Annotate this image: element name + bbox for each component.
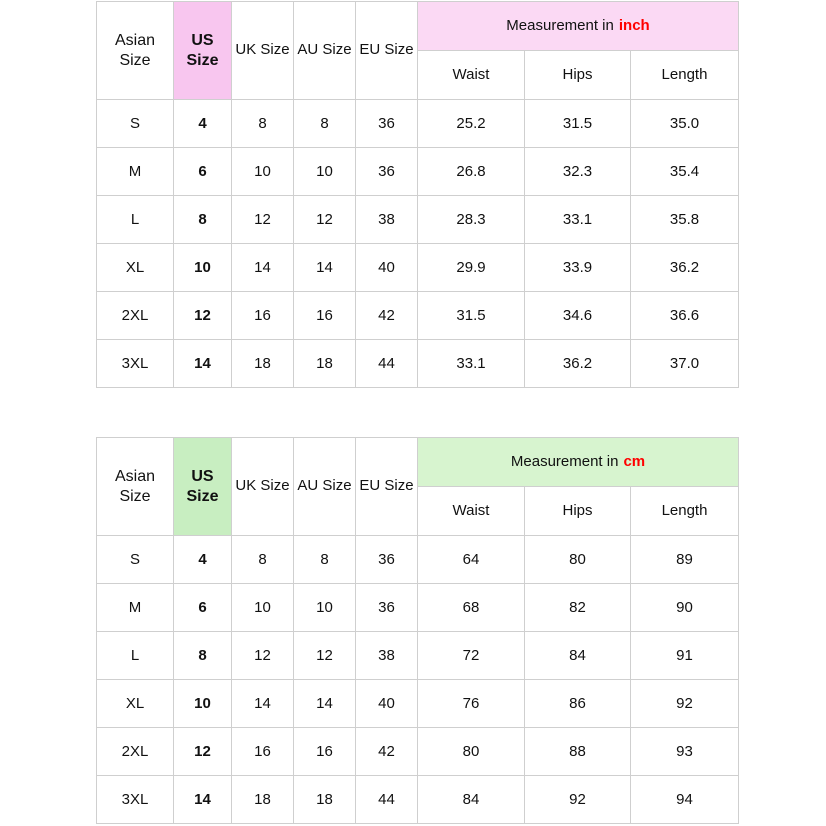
cell-length: 93	[631, 728, 739, 776]
cell-uk-size: 14	[232, 244, 294, 292]
cell-hips: 33.1	[525, 196, 631, 244]
cell-waist: 29.9	[418, 244, 525, 292]
header-au-size: AU Size	[294, 2, 356, 100]
cell-us-size: 8	[174, 196, 232, 244]
cell-waist: 68	[418, 584, 525, 632]
cell-waist: 28.3	[418, 196, 525, 244]
measurement-label: Measurement in	[510, 452, 619, 470]
cell-waist: 25.2	[418, 100, 525, 148]
cell-waist: 33.1	[418, 340, 525, 388]
cell-length: 35.8	[631, 196, 739, 244]
cell-eu-size: 38	[356, 632, 418, 680]
cell-uk-size: 8	[232, 536, 294, 584]
table-row	[97, 292, 739, 340]
cell-length: 94	[631, 776, 739, 824]
cell-au-size: 12	[294, 196, 356, 244]
cell-waist: 72	[418, 632, 525, 680]
cell-us-size: 4	[174, 100, 232, 148]
cell-eu-size: 40	[356, 244, 418, 292]
cell-au-size: 14	[294, 244, 356, 292]
cell-uk-size: 16	[232, 728, 294, 776]
header-waist: Waist	[418, 487, 525, 536]
size-chart-cm	[96, 437, 739, 824]
table-row	[97, 244, 739, 292]
header-uk-size: UK Size	[232, 2, 294, 100]
measurement-header-cm	[418, 438, 739, 487]
table-row	[97, 536, 739, 584]
cell-au-size: 10	[294, 148, 356, 196]
cell-us-size: 8	[174, 632, 232, 680]
header-asian-size: Asian Size	[97, 2, 174, 100]
header-row-top	[97, 2, 739, 51]
header-eu-size: EU Size	[356, 2, 418, 100]
cell-us-size: 4	[174, 536, 232, 584]
header-uk-size: UK Size	[232, 438, 294, 536]
cell-us-size: 10	[174, 244, 232, 292]
cell-length: 90	[631, 584, 739, 632]
cell-au-size: 10	[294, 584, 356, 632]
cell-waist: 31.5	[418, 292, 525, 340]
cell-length: 92	[631, 680, 739, 728]
cell-eu-size: 36	[356, 584, 418, 632]
cell-uk-size: 10	[232, 584, 294, 632]
cell-eu-size: 42	[356, 292, 418, 340]
cell-waist: 76	[418, 680, 525, 728]
cell-us-size: 14	[174, 776, 232, 824]
table-row	[97, 100, 739, 148]
cell-uk-size: 18	[232, 340, 294, 388]
cell-hips: 86	[525, 680, 631, 728]
cell-asian-size: M	[97, 148, 174, 196]
cell-eu-size: 36	[356, 100, 418, 148]
cell-eu-size: 36	[356, 536, 418, 584]
size-chart-inch-body	[97, 100, 739, 388]
cell-eu-size: 44	[356, 776, 418, 824]
cell-asian-size: M	[97, 584, 174, 632]
cell-waist: 26.8	[418, 148, 525, 196]
cell-au-size: 12	[294, 632, 356, 680]
cell-length: 89	[631, 536, 739, 584]
cell-asian-size: 2XL	[97, 728, 174, 776]
header-hips: Hips	[525, 487, 631, 536]
cell-hips: 84	[525, 632, 631, 680]
cell-us-size: 12	[174, 728, 232, 776]
cell-asian-size: XL	[97, 244, 174, 292]
cell-uk-size: 16	[232, 292, 294, 340]
header-asian-size: Asian Size	[97, 438, 174, 536]
cell-uk-size: 8	[232, 100, 294, 148]
cell-eu-size: 42	[356, 728, 418, 776]
cell-au-size: 16	[294, 292, 356, 340]
measurement-unit: cm	[623, 452, 646, 470]
cell-waist: 80	[418, 728, 525, 776]
cell-au-size: 18	[294, 340, 356, 388]
table-row	[97, 148, 739, 196]
table-row	[97, 632, 739, 680]
cell-au-size: 16	[294, 728, 356, 776]
cell-asian-size: S	[97, 536, 174, 584]
cell-hips: 80	[525, 536, 631, 584]
size-chart-inch	[96, 1, 739, 388]
table-row	[97, 728, 739, 776]
table-row	[97, 584, 739, 632]
cell-uk-size: 18	[232, 776, 294, 824]
cell-asian-size: XL	[97, 680, 174, 728]
header-waist: Waist	[418, 51, 525, 100]
cell-length: 37.0	[631, 340, 739, 388]
cell-eu-size: 44	[356, 340, 418, 388]
cell-hips: 32.3	[525, 148, 631, 196]
cell-us-size: 6	[174, 584, 232, 632]
cell-hips: 82	[525, 584, 631, 632]
cell-us-size: 6	[174, 148, 232, 196]
header-us-size: US Size	[174, 2, 232, 100]
measurement-header-inch	[418, 2, 739, 51]
table-row	[97, 340, 739, 388]
measurement-unit: inch	[618, 16, 650, 34]
cell-hips: 88	[525, 728, 631, 776]
cell-au-size: 18	[294, 776, 356, 824]
cell-asian-size: L	[97, 632, 174, 680]
cell-us-size: 10	[174, 680, 232, 728]
cell-asian-size: 2XL	[97, 292, 174, 340]
cell-au-size: 8	[294, 100, 356, 148]
cell-length: 36.2	[631, 244, 739, 292]
cell-uk-size: 12	[232, 196, 294, 244]
size-chart-cm-body	[97, 536, 739, 824]
header-length: Length	[631, 51, 739, 100]
cell-au-size: 14	[294, 680, 356, 728]
cell-asian-size: 3XL	[97, 340, 174, 388]
cell-length: 36.6	[631, 292, 739, 340]
cell-eu-size: 36	[356, 148, 418, 196]
header-length: Length	[631, 487, 739, 536]
table-gap	[0, 388, 826, 437]
header-hips: Hips	[525, 51, 631, 100]
cell-asian-size: S	[97, 100, 174, 148]
cell-uk-size: 10	[232, 148, 294, 196]
table-row	[97, 776, 739, 824]
cell-us-size: 12	[174, 292, 232, 340]
cell-hips: 34.6	[525, 292, 631, 340]
cell-length: 35.0	[631, 100, 739, 148]
cell-length: 35.4	[631, 148, 739, 196]
cell-asian-size: L	[97, 196, 174, 244]
cell-eu-size: 40	[356, 680, 418, 728]
header-row-top	[97, 438, 739, 487]
cell-eu-size: 38	[356, 196, 418, 244]
cell-hips: 36.2	[525, 340, 631, 388]
cell-hips: 33.9	[525, 244, 631, 292]
table-row	[97, 680, 739, 728]
cell-length: 91	[631, 632, 739, 680]
cell-waist: 84	[418, 776, 525, 824]
cell-uk-size: 12	[232, 632, 294, 680]
cell-hips: 92	[525, 776, 631, 824]
header-au-size: AU Size	[294, 438, 356, 536]
header-us-size: US Size	[174, 438, 232, 536]
measurement-label: Measurement in	[506, 16, 614, 34]
cell-hips: 31.5	[525, 100, 631, 148]
cell-us-size: 14	[174, 340, 232, 388]
table-row	[97, 196, 739, 244]
cell-au-size: 8	[294, 536, 356, 584]
cell-uk-size: 14	[232, 680, 294, 728]
cell-asian-size: 3XL	[97, 776, 174, 824]
cell-waist: 64	[418, 536, 525, 584]
header-eu-size: EU Size	[356, 438, 418, 536]
